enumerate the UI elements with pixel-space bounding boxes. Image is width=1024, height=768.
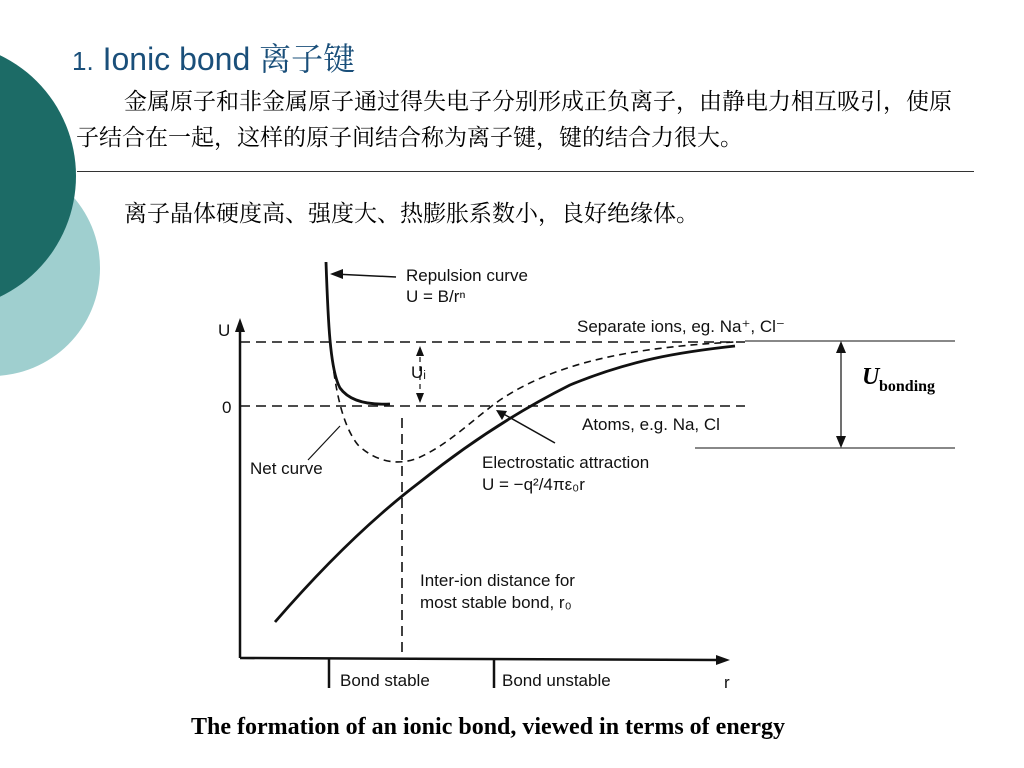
title-number: 1. <box>72 46 94 76</box>
slide-title <box>72 34 355 80</box>
repulsion-pointer <box>334 274 396 277</box>
ui-arrow-down <box>416 393 424 403</box>
bond-stable-label: Bond stable <box>340 671 430 690</box>
electrostatic-pointer <box>500 412 555 443</box>
repulsion-curve <box>326 262 390 404</box>
r-axis <box>240 658 720 660</box>
ubonding-arrow-up <box>836 341 846 353</box>
separate-ions-label: Separate ions, eg. Na⁺, Cl⁻ <box>577 317 785 336</box>
electrostatic-equation: U = −q²/4πε₀r <box>482 475 585 494</box>
paragraph-ionic-crystal-properties: 离子晶体硬度高、强度大、热膨胀系数小，良好绝缘体。 <box>124 201 699 227</box>
repulsion-pointer-arrow <box>330 269 343 279</box>
energy-diagram <box>200 250 970 700</box>
electrostatic-label: Electrostatic attraction <box>482 453 650 472</box>
ubonding-arrow-down <box>836 436 846 448</box>
repulsion-equation: U = B/rⁿ <box>406 287 466 306</box>
ubonding-label-main: U <box>862 364 880 390</box>
paragraph-ionic-bond-definition: 金属原子和非金属原子通过得失电子分别形成正负离子，由静电力相互吸引，使原子结合在一起，这样的原子间结合称为离子键，键的结合力很大。 <box>76 89 952 151</box>
bond-unstable-label: Bond unstable <box>502 671 611 690</box>
ui-label: Uᵢ <box>411 363 426 382</box>
r-axis-label: r <box>724 673 730 692</box>
figure-caption: The formation of an ionic bond, viewed in terms of energy <box>191 714 785 740</box>
net-curve-pointer <box>308 426 340 460</box>
divider-line <box>77 171 974 172</box>
zero-label: 0 <box>222 398 232 417</box>
ui-arrow-up <box>416 346 424 356</box>
interion-label-1: Inter-ion distance for <box>420 571 575 590</box>
r-axis-arrow <box>716 655 730 665</box>
ubonding-label-sub: bonding <box>879 378 936 395</box>
interion-label-2: most stable bond, r₀ <box>420 593 572 612</box>
u-axis-label: U <box>218 321 231 340</box>
title-text: Ionic bond 离子键 <box>102 41 356 77</box>
net-curve-label: Net curve <box>250 459 323 478</box>
atoms-label: Atoms, e.g. Na, Cl <box>582 415 720 434</box>
repulsion-label: Repulsion curve <box>406 266 528 285</box>
u-axis-arrow <box>235 318 245 332</box>
